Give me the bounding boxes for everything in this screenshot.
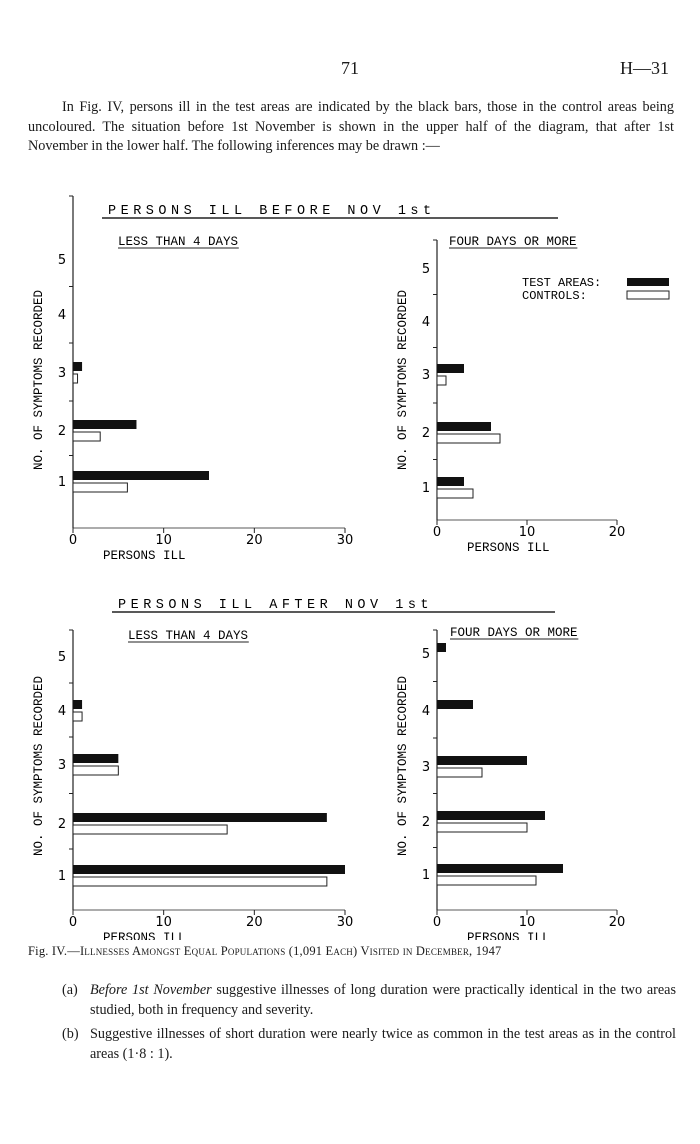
top-section-title: [102, 204, 558, 219]
x-axis-label: PERSONS ILL: [467, 931, 550, 940]
chart-panels: [32, 196, 625, 940]
bottom-section-title: [112, 598, 555, 613]
bar-test-areas: [437, 700, 473, 709]
top-section-title-text: PERSONS ILL BEFORE NOV 1st: [108, 204, 436, 219]
bar-test-areas: [73, 420, 136, 429]
bar-controls: [73, 374, 78, 383]
y-tick-label: 4: [421, 704, 431, 719]
legend-control-swatch: [627, 291, 669, 299]
bar-controls: [73, 877, 327, 886]
bar-controls: [73, 825, 227, 834]
x-tick-label: 0: [432, 915, 442, 930]
x-tick-label: 10: [518, 915, 536, 930]
bar-controls: [73, 712, 82, 721]
x-tick-label: 0: [68, 915, 78, 930]
intro-text: In Fig. IV, persons ill in the test areas are indicated by the black bars, those in the control areas being uncoloured. The situation before 1st November is shown in the upper half of the diagram, that after 1st November in the lower half. The following inferences may be drawn :—: [28, 99, 674, 154]
intro-paragraph: [28, 98, 674, 157]
x-tick-label: 10: [518, 525, 536, 540]
figure-caption: [28, 944, 674, 959]
x-tick-label: 0: [68, 533, 78, 548]
x-tick-label: 10: [155, 915, 172, 930]
bar-test-areas: [437, 477, 464, 486]
bar-test-areas: [73, 813, 327, 822]
bar-controls: [437, 823, 527, 832]
x-axis-label: PERSONS ILL: [103, 549, 186, 563]
y-tick-label: 1: [57, 869, 67, 884]
panel-title: LESS THAN 4 DAYS: [118, 235, 239, 249]
y-tick-label: 5: [57, 253, 67, 268]
legend: [522, 276, 669, 303]
bar-test-areas: [437, 756, 527, 765]
bar-controls: [437, 434, 500, 443]
y-tick-label: 2: [421, 815, 431, 830]
note-a: [62, 980, 677, 1020]
panel-title: FOUR DAYS OR MORE: [449, 235, 577, 249]
y-tick-label: 1: [421, 481, 431, 496]
bar-controls: [437, 768, 482, 777]
bar-controls: [437, 376, 446, 385]
legend-test-label: TEST AREAS:: [522, 276, 602, 290]
y-tick-label: 2: [57, 817, 67, 832]
x-tick-label: 30: [336, 915, 354, 930]
y-tick-label: 3: [57, 366, 67, 381]
y-axis-label: NO. OF SYMPTOMS RECORDED: [32, 289, 46, 471]
y-tick-label: 5: [421, 647, 431, 662]
bar-test-areas: [73, 700, 82, 709]
bar-test-areas: [437, 364, 464, 373]
bar-test-areas: [73, 754, 118, 763]
y-axis-label: NO. OF SYMPTOMS RECORDED: [396, 289, 410, 471]
x-tick-label: 30: [336, 533, 354, 548]
y-tick-label: 4: [57, 704, 67, 719]
x-tick-label: 20: [246, 915, 263, 930]
legend-test-swatch: [627, 278, 669, 286]
bar-test-areas: [437, 811, 545, 820]
panel-title: FOUR DAYS OR MORE: [450, 626, 578, 640]
page-number: 71: [341, 58, 359, 78]
y-tick-label: 3: [421, 760, 431, 775]
x-axis-label: PERSONS ILL: [467, 541, 550, 555]
legend-control-label: CONTROLS:: [522, 289, 587, 303]
caption-prefix: Fig. IV.—: [28, 944, 80, 958]
x-tick-label: 0: [432, 525, 442, 540]
y-tick-label: 4: [421, 315, 431, 330]
y-tick-label: 3: [421, 368, 431, 383]
bar-controls: [73, 432, 100, 441]
note-b-label: (b): [62, 1026, 79, 1042]
panel-title: LESS THAN 4 DAYS: [128, 629, 249, 643]
y-tick-label: 1: [57, 475, 67, 490]
note-a-text: suggestive illnesses of long duration were practically identical in the two areas studied, both in frequency and severity.: [90, 982, 677, 1018]
y-tick-label: 5: [421, 262, 431, 277]
bar-test-areas: [437, 643, 446, 652]
x-tick-label: 20: [608, 525, 626, 540]
bar-test-areas: [73, 362, 82, 371]
y-axis-label: NO. OF SYMPTOMS RECORDED: [396, 675, 410, 857]
figure-iv: [0, 190, 700, 940]
bar-test-areas: [73, 865, 345, 874]
bar-controls: [437, 876, 536, 885]
y-tick-label: 3: [57, 758, 67, 773]
document-reference: H—31: [620, 58, 669, 78]
bar-test-areas: [73, 471, 209, 480]
x-axis-label: PERSONS ILL: [103, 931, 186, 940]
y-tick-label: 2: [57, 424, 67, 439]
note-a-emphasis: Before 1st November: [90, 982, 212, 998]
y-tick-label: 4: [57, 308, 67, 323]
bar-controls: [73, 483, 127, 492]
y-tick-label: 5: [57, 650, 67, 665]
x-tick-label: 20: [246, 533, 263, 548]
caption-text: Illnesses Amongst Equal Populations (1,091 Each) Visited in December, 1947: [79, 944, 502, 958]
bar-controls: [437, 489, 473, 498]
x-tick-label: 10: [155, 533, 172, 548]
bar-test-areas: [437, 864, 563, 873]
bar-test-areas: [437, 422, 491, 431]
y-tick-label: 1: [421, 868, 431, 883]
bottom-section-title-text: PERSONS ILL AFTER NOV 1st: [118, 598, 434, 613]
x-tick-label: 20: [608, 915, 626, 930]
note-b: [62, 1024, 676, 1064]
y-axis-label: NO. OF SYMPTOMS RECORDED: [32, 675, 46, 857]
bar-controls: [73, 766, 118, 775]
note-b-text: Suggestive illnesses of short duration were nearly twice as common in the test areas as in the control areas (1·8 : 1).: [90, 1026, 676, 1062]
y-tick-label: 2: [421, 426, 431, 441]
note-a-label: (a): [62, 982, 78, 998]
